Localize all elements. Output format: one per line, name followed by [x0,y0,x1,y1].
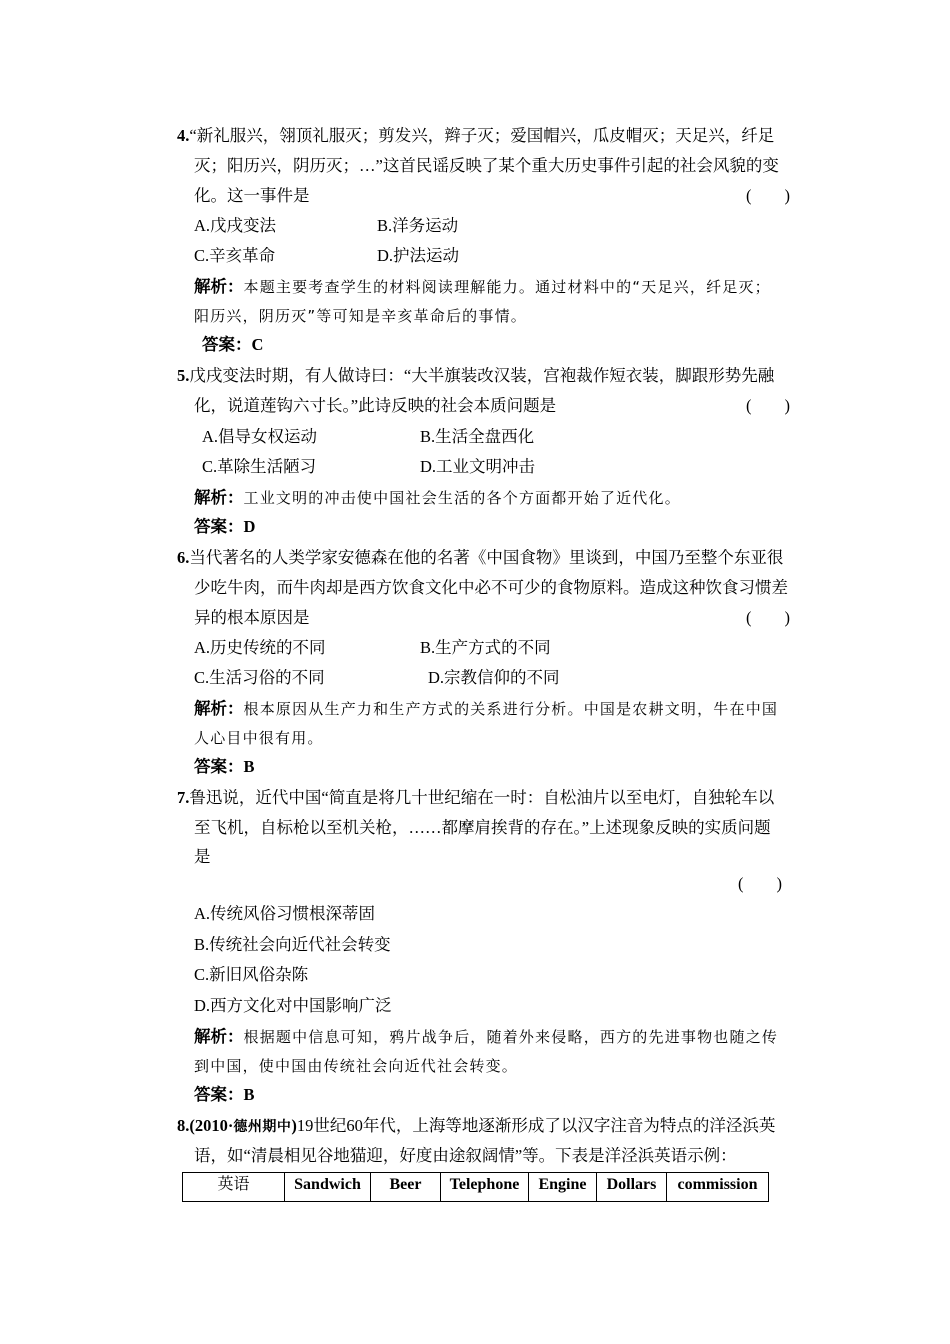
table-cell: Telephone [441,1173,529,1202]
q6-option-b: B.生产方式的不同 [420,638,551,657]
q7-analysis-line-2: 到中国，使中国由传统社会向近代社会转变。 [194,1057,519,1075]
q7-option-d: D.西方文化对中国影响广泛 [194,996,392,1015]
table-cell: Beer [371,1173,441,1202]
q4-option-a: A.戊戌变法 [194,216,277,235]
q7-number: 7. [177,788,190,807]
q5-analysis-line-1: 解析：工业文明的冲击使中国社会生活的各个方面都开始了近代化。 [194,488,681,507]
q4-option-d: D.护法运动 [377,246,460,265]
q4-analysis-line-1: 解析：本题主要考查学生的材料阅读理解能力。通过材料中的“天足兴，纤足灭； [194,277,771,296]
q6-option-c: C.生活习俗的不同 [194,668,325,687]
table-cell: Dollars [597,1173,667,1202]
q7-answer: 答案：B [194,1085,255,1104]
table-cell: Sandwich [285,1173,371,1202]
q4-answer-blank: ( ) [746,186,790,205]
q7-option-b: B.传统社会向近代社会转变 [194,935,391,954]
q5-stem-line-1: 5.戊戌变法时期，有人做诗曰：“大半旗装改汉装，宫袍裁作短衣装，脚跟形势先融 [177,366,775,385]
table-cell: 英语 [183,1173,285,1202]
pidgin-english-table [182,1172,769,1202]
q8-source: 德州期中 [233,1119,292,1135]
q8-stem-line-2: 语，如“清晨相见谷地猫迎，好度由途叙阔情”等。下表是洋泾浜英语示例： [194,1146,737,1165]
q4-number: 4. [177,126,190,145]
q6-option-a: A.历史传统的不同 [194,638,326,657]
q6-stem-line-3: 异的根本原因是 [194,608,310,627]
q4-stem-line-2: 灭；阳历兴，阴历灭；…”这首民谣反映了某个重大历史事件引起的社会风貌的变 [194,156,779,175]
q7-stem-line-1: 7.鲁迅说，近代中国“简直是将几十世纪缩在一时：自松油片以至电灯，自独轮车以 [177,788,775,807]
q4-stem-line-3: 化。这一事件是 [194,186,310,205]
q7-answer-blank: ( ) [738,874,782,893]
q5-number: 5. [177,366,190,385]
q4-analysis-line-2: 阳历兴，阴历灭”等可知是辛亥革命后的事情。 [194,307,527,325]
q7-option-a: A.传统风俗习惯根深蒂固 [194,904,376,923]
q5-answer-blank: ( ) [746,396,790,415]
q6-stem-line-1: 6.当代著名的人类学家安德森在他的名著《中国食物》里谈到，中国乃至整个东亚很 [177,548,784,567]
q4-answer: 答案：C [202,335,264,354]
q8-stem-line-1: 8.(2010·德州期中)19世纪60年代，上海等地逐渐形成了以汉字注音为特点的洋泾浜英 [177,1116,776,1135]
q5-option-a: A.倡导女权运动 [202,427,318,446]
q7-option-c: C.新旧风俗杂陈 [194,965,309,984]
q6-option-d: D.宗教信仰的不同 [428,668,560,687]
table-cell: commission [667,1173,769,1202]
q7-analysis-line-1: 解析：根据题中信息可知，鸦片战争后，随着外来侵略，西方的先进事物也随之传 [194,1027,779,1046]
q5-stem-line-2: 化，说道莲钩六寸长。”此诗反映的社会本质问题是 [194,396,557,415]
q6-analysis-line-2: 人心目中很有用。 [194,729,324,747]
q4-option-b: B.洋务运动 [377,216,459,235]
q5-option-d: D.工业文明冲击 [420,457,536,476]
q5-option-c: C.革除生活陋习 [202,457,317,476]
q4-stem-line-1: 4.“新礼服兴，翎顶礼服灭；剪发兴，辫子灭；爱国帽兴，瓜皮帽灭；天足兴，纤足 [177,126,775,145]
q7-stem-line-2: 至飞机，自标枪以至机关枪，……都摩肩挨背的存在。”上述现象反映的实质问题 [194,818,771,837]
table-row [183,1173,769,1202]
q4-option-c: C.辛亥革命 [194,246,276,265]
q5-answer: 答案：D [194,517,256,536]
q6-analysis-line-1: 解析：根本原因从生产力和生产方式的关系进行分析。中国是农耕文明，牛在中国 [194,699,779,718]
q6-answer: 答案：B [194,757,255,776]
q7-stem-line-3: 是 [194,847,211,866]
q5-option-b: B.生活全盘西化 [420,427,535,446]
table-cell: Engine [529,1173,597,1202]
q8-number: 8. [177,1116,190,1135]
q6-answer-blank: ( ) [746,608,790,627]
q6-stem-line-2: 少吃牛肉，而牛肉却是西方饮食文化中必不可少的食物原料。造成这种饮食习惯差 [194,578,788,597]
q6-number: 6. [177,548,190,567]
